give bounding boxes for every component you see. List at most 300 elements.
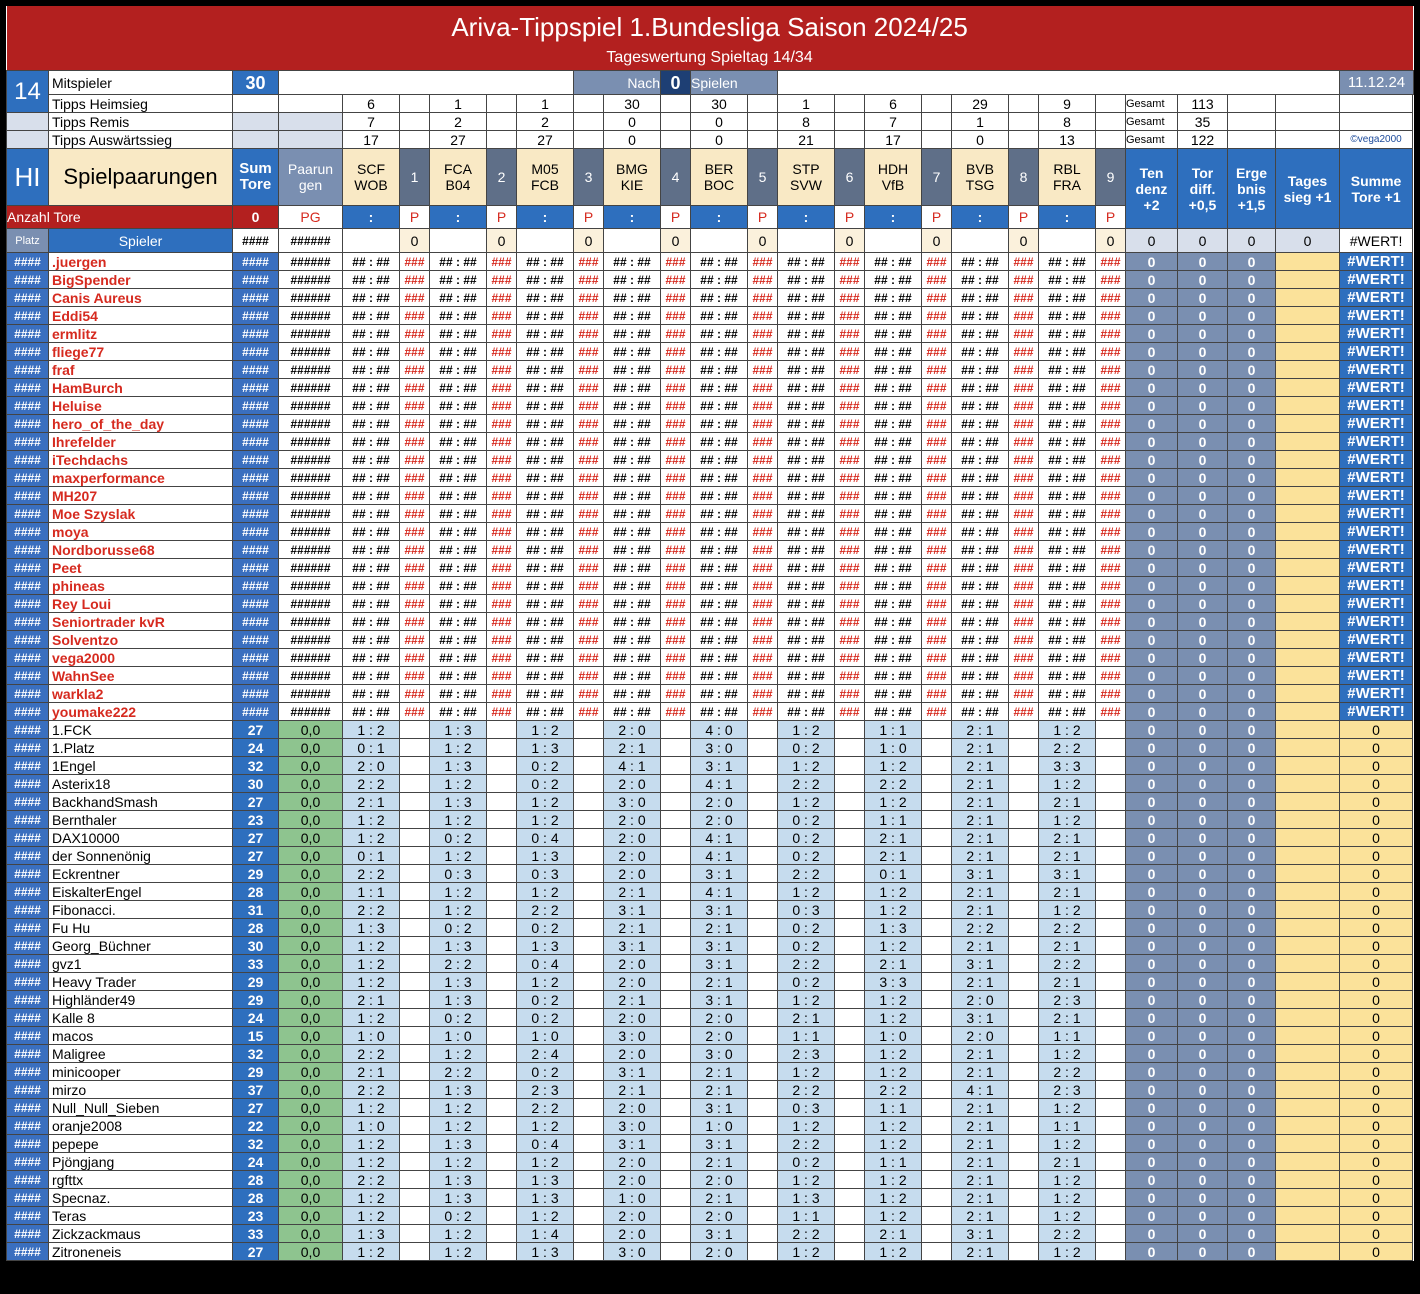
points-cell	[748, 1027, 778, 1045]
points-cell: ###	[748, 685, 778, 703]
hash: ##	[613, 380, 627, 395]
tip-cell: 2 : 1	[952, 1135, 1009, 1153]
player-name[interactable]: Heavy Trader	[49, 973, 233, 991]
tagessieg-cell	[1276, 559, 1340, 577]
tip-cell: ## : ##	[952, 523, 1009, 541]
tagessieg-cell	[1276, 289, 1340, 307]
player-name[interactable]: mirzo	[49, 1081, 233, 1099]
hash: ##	[961, 704, 975, 719]
tip-away: 2	[898, 757, 907, 774]
tordiff-cell: 0	[1178, 505, 1228, 523]
player-name[interactable]: fliege77	[49, 343, 233, 361]
player-name[interactable]: vega2000	[49, 649, 233, 667]
player-name[interactable]: EiskalterEngel	[49, 883, 233, 901]
player-name[interactable]: BigSpender	[49, 271, 233, 289]
player-name[interactable]: ermlitz	[49, 325, 233, 343]
tip-away: 0	[550, 1027, 559, 1044]
summe-tore-cell: #WERT!	[1340, 433, 1413, 451]
player-name[interactable]: Rey Loui	[49, 595, 233, 613]
points-cell	[922, 991, 952, 1009]
tip-home: 1	[792, 991, 801, 1008]
tip-home: 0	[531, 865, 540, 882]
player-name[interactable]: warkla2	[49, 685, 233, 703]
hash-cell: ######	[279, 229, 343, 253]
tip-cell: 1 : 2	[778, 793, 835, 811]
tendenz-cell: 0	[1126, 1207, 1178, 1225]
tip-home: 0	[792, 937, 801, 954]
tip-away: 2	[898, 775, 907, 792]
tip-away: 2	[811, 793, 820, 810]
tip-away: 2	[1072, 721, 1081, 738]
sum-tore-cell: 28	[233, 1171, 279, 1189]
tendenz-cell: 0	[1126, 793, 1178, 811]
points-cell	[1009, 1189, 1039, 1207]
platz-cell: ####	[7, 1207, 49, 1225]
player-name[interactable]: .juergen	[49, 253, 233, 271]
tip-cell: ## : ##	[517, 379, 574, 397]
tip-cell: 1 : 0	[865, 1027, 922, 1045]
tip-cell: 2 : 2	[1039, 919, 1096, 937]
tip-home: 2	[357, 757, 366, 774]
tip-cell: 2 : 0	[691, 1027, 748, 1045]
match-number: 8	[1009, 149, 1039, 206]
tip-home: 2	[357, 991, 366, 1008]
hash: ##	[811, 704, 825, 719]
tipp-count: 17	[343, 131, 400, 149]
player-name[interactable]: gvz1	[49, 955, 233, 973]
tip-away: 1	[985, 955, 994, 972]
tip-cell: 1 : 2	[1039, 1189, 1096, 1207]
tip-cell: ## : ##	[343, 325, 400, 343]
hash: ##	[1048, 596, 1062, 611]
summe-tore-cell: #WERT!	[1340, 469, 1413, 487]
tip-home: 0	[357, 739, 366, 756]
player-name[interactable]: oranje2008	[49, 1117, 233, 1135]
pg-cell: 0,0	[279, 1171, 343, 1189]
player-name[interactable]: Fu Hu	[49, 919, 233, 937]
tip-away: 3	[1072, 1081, 1081, 1098]
player-name[interactable]: Bernthaler	[49, 811, 233, 829]
hash: ##	[613, 506, 627, 521]
tipp-count: 8	[1039, 113, 1096, 131]
tip-cell: 2 : 0	[604, 955, 661, 973]
tip-away: 3	[550, 1189, 559, 1206]
tip-home: 1	[1053, 1027, 1062, 1044]
player-name[interactable]: hero_of_the_day	[49, 415, 233, 433]
pg-cell: 0,0	[279, 1063, 343, 1081]
hash: ##	[352, 578, 366, 593]
points-cell	[922, 811, 952, 829]
tip-away: 2	[376, 1081, 385, 1098]
points-cell: ###	[922, 433, 952, 451]
points-cell: ###	[1096, 595, 1126, 613]
hash: ##	[526, 380, 540, 395]
tip-away: 1	[724, 937, 733, 954]
tip-cell: 2 : 1	[604, 883, 661, 901]
points-cell: ###	[661, 505, 691, 523]
hash: ##	[376, 488, 390, 503]
tip-cell: ## : ##	[778, 613, 835, 631]
player-name[interactable]: minicooper	[49, 1063, 233, 1081]
tendenz-cell: 0	[1126, 523, 1178, 541]
points-cell	[487, 955, 517, 973]
hash: ##	[724, 434, 738, 449]
points-cell	[1009, 847, 1039, 865]
tip-away: 2	[550, 793, 559, 810]
points-cell: ###	[1096, 523, 1126, 541]
tip-home: 0	[444, 919, 453, 936]
hash-cell: ######	[279, 271, 343, 289]
points-cell	[487, 919, 517, 937]
points-cell	[922, 865, 952, 883]
player-name[interactable]: Fibonacci.	[49, 901, 233, 919]
player-name[interactable]: fraf	[49, 361, 233, 379]
spacer	[279, 131, 343, 149]
points-cell	[835, 1099, 865, 1117]
player-name[interactable]: Null_Null_Sieben	[49, 1099, 233, 1117]
hash: ##	[637, 614, 651, 629]
tagessieg-cell	[1276, 487, 1340, 505]
hash: ##	[463, 668, 477, 683]
player-name[interactable]: MH207	[49, 487, 233, 505]
player-name[interactable]: Specnaz.	[49, 1189, 233, 1207]
points-cell: ###	[487, 343, 517, 361]
tip-away: 1	[637, 739, 646, 756]
tip-cell: ## : ##	[430, 469, 487, 487]
pg-cell: 0,0	[279, 955, 343, 973]
tagessieg-cell	[1276, 1117, 1340, 1135]
points-cell	[400, 1009, 430, 1027]
tip-away: 4	[550, 829, 559, 846]
tip-cell: 1 : 1	[865, 811, 922, 829]
spacer	[748, 131, 778, 149]
points-cell: ###	[400, 271, 430, 289]
tip-home: 2	[966, 991, 975, 1008]
points-cell	[574, 739, 604, 757]
player-name[interactable]: 1.FCK	[49, 721, 233, 739]
hash: ##	[352, 380, 366, 395]
tip-home: 2	[966, 775, 975, 792]
points-cell	[400, 1225, 430, 1243]
tip-cell: 2 : 1	[691, 973, 748, 991]
points-cell: ###	[1009, 325, 1039, 343]
tip-away: 1	[985, 829, 994, 846]
match-header	[1039, 149, 1096, 206]
player-name[interactable]: DAX10000	[49, 829, 233, 847]
hash: ##	[1072, 578, 1086, 593]
summe-tore-cell: #WERT!	[1340, 505, 1413, 523]
tip-home: 0	[444, 1207, 453, 1224]
player-name[interactable]: Zickzackmaus	[49, 1225, 233, 1243]
hash: ##	[1072, 632, 1086, 647]
player-name[interactable]: Maligree	[49, 1045, 233, 1063]
tip-cell: 1 : 2	[865, 1063, 922, 1081]
points-cell	[487, 1189, 517, 1207]
tip-cell: 3 : 1	[604, 1135, 661, 1153]
player-name[interactable]: Peet	[49, 559, 233, 577]
tip-cell: 0 : 2	[778, 847, 835, 865]
player-name[interactable]: Asterix18	[49, 775, 233, 793]
player-name[interactable]: youmake222	[49, 703, 233, 721]
tip-cell: ## : ##	[343, 559, 400, 577]
tip-home: 2	[618, 847, 627, 864]
tip-cell: ## : ##	[865, 469, 922, 487]
hash: ##	[1072, 290, 1086, 305]
tip-cell: ## : ##	[1039, 541, 1096, 559]
player-name[interactable]: pepepe	[49, 1135, 233, 1153]
tip-cell: 0 : 2	[778, 739, 835, 757]
tip-home: 2	[966, 1099, 975, 1116]
tordiff-cell: 0	[1178, 685, 1228, 703]
tip-cell: 2 : 2	[343, 775, 400, 793]
points-cell: ###	[1009, 361, 1039, 379]
tip-away: 2	[985, 919, 994, 936]
player-name[interactable]: phineas	[49, 577, 233, 595]
tip-away: 1	[637, 991, 646, 1008]
ergebnis-cell: 0	[1228, 1081, 1276, 1099]
points-cell	[574, 919, 604, 937]
hash: ##	[526, 470, 540, 485]
tip-cell: 0 : 1	[343, 739, 400, 757]
player-name[interactable]: Seniortrader kvR	[49, 613, 233, 631]
tip-cell: 1 : 3	[430, 757, 487, 775]
points-cell	[748, 1081, 778, 1099]
hash: ##	[352, 686, 366, 701]
player-name[interactable]: Ihrefelder	[49, 433, 233, 451]
player-name[interactable]: Solventzo	[49, 631, 233, 649]
hash: ##	[898, 416, 912, 431]
hash: ##	[637, 578, 651, 593]
tipp-count: 6	[865, 95, 922, 113]
tipp-count: 7	[865, 113, 922, 131]
pg-cell: 0,0	[279, 847, 343, 865]
tip-home: 2	[966, 1045, 975, 1062]
tip-home: 2	[444, 1063, 453, 1080]
hash: ##	[550, 290, 564, 305]
home-team: RBL	[1053, 161, 1081, 177]
points-cell	[922, 1225, 952, 1243]
tip-cell: ## : ##	[865, 703, 922, 721]
hash: ##	[700, 488, 714, 503]
tip-home: 2	[966, 901, 975, 918]
tip-cell: ## : ##	[430, 559, 487, 577]
tordiff-cell: 0	[1178, 361, 1228, 379]
tip-cell: 2 : 0	[604, 721, 661, 739]
player-name[interactable]: macos	[49, 1027, 233, 1045]
hash: ##	[1072, 668, 1086, 683]
player-name[interactable]: Canis Aureus	[49, 289, 233, 307]
player-name[interactable]: Heluise	[49, 397, 233, 415]
tipp-count: 30	[604, 95, 661, 113]
points-cell: ###	[1009, 541, 1039, 559]
tip-cell: ## : ##	[778, 361, 835, 379]
tip-cell: ## : ##	[517, 361, 574, 379]
points-cell: ###	[922, 559, 952, 577]
player-name[interactable]: der Sonnenönig	[49, 847, 233, 865]
points-cell: ###	[748, 469, 778, 487]
tip-home: 1	[444, 847, 453, 864]
hash: ##	[613, 308, 627, 323]
tendenz-header: Ten denz +2	[1126, 149, 1178, 229]
points-cell	[1009, 1153, 1039, 1171]
points-cell	[400, 919, 430, 937]
tip-cell: 2 : 2	[1039, 955, 1096, 973]
page-subtitle: Tageswertung Spieltag 14/34	[7, 48, 1413, 71]
points-cell: ###	[400, 685, 430, 703]
hash: ##	[463, 650, 477, 665]
tip-home: 1	[531, 1225, 540, 1242]
player-name[interactable]: Highländer49	[49, 991, 233, 1009]
player-name[interactable]: Kalle 8	[49, 1009, 233, 1027]
tip-home: 2	[705, 1189, 714, 1206]
pg-cell: 0,0	[279, 937, 343, 955]
tagessieg-cell	[1276, 325, 1340, 343]
ergebnis-total: 0	[1228, 229, 1276, 253]
match-points: 0	[748, 229, 778, 253]
points-cell: ###	[1096, 271, 1126, 289]
tip-cell: ## : ##	[865, 415, 922, 433]
points-cell	[748, 1207, 778, 1225]
tordiff-cell: 0	[1178, 883, 1228, 901]
tip-away: 0	[724, 1207, 733, 1224]
ergebnis-cell: 0	[1228, 829, 1276, 847]
tip-cell: ## : ##	[430, 649, 487, 667]
tip-cell: ## : ##	[691, 253, 748, 271]
hash: ##	[898, 578, 912, 593]
hash: ##	[700, 506, 714, 521]
tip-cell: ## : ##	[343, 289, 400, 307]
tip-away: 3	[463, 1081, 472, 1098]
player-name[interactable]: Zitroneneis	[49, 1243, 233, 1261]
player-name[interactable]: Pjöngjang	[49, 1153, 233, 1171]
hash: ##	[376, 416, 390, 431]
tip-cell: ## : ##	[952, 649, 1009, 667]
tip-cell: ## : ##	[865, 487, 922, 505]
tip-cell: ## : ##	[952, 343, 1009, 361]
tip-home: 3	[879, 973, 888, 990]
player-name[interactable]: Moe Szyslak	[49, 505, 233, 523]
player-name[interactable]: maxperformance	[49, 469, 233, 487]
tagessieg-cell	[1276, 721, 1340, 739]
player-name[interactable]: iTechdachs	[49, 451, 233, 469]
points-cell: ###	[1096, 361, 1126, 379]
points-cell	[1009, 991, 1039, 1009]
hash: ##	[439, 290, 453, 305]
tip-home: 2	[1053, 955, 1062, 972]
points-cell	[748, 1153, 778, 1171]
player-name[interactable]: 1.Platz	[49, 739, 233, 757]
tip-away: 0	[637, 1207, 646, 1224]
points-cell	[1009, 865, 1039, 883]
tip-home: 1	[531, 1243, 540, 1260]
tip-home: 1	[879, 1027, 888, 1044]
tordiff-cell: 0	[1178, 631, 1228, 649]
summe-tore-cell: #WERT!	[1340, 343, 1413, 361]
hash-cell: ####	[233, 361, 279, 379]
tip-cell: 1 : 2	[865, 1189, 922, 1207]
tip-cell: ## : ##	[778, 307, 835, 325]
tip-away: 2	[550, 757, 559, 774]
tip-home: 3	[705, 1045, 714, 1062]
tip-cell: 1 : 3	[430, 973, 487, 991]
tip-away: 1	[637, 1063, 646, 1080]
player-name[interactable]: Eckrentner	[49, 865, 233, 883]
points-cell: ###	[487, 397, 517, 415]
points-cell	[400, 1099, 430, 1117]
hash: ##	[613, 524, 627, 539]
player-name[interactable]: moya	[49, 523, 233, 541]
tip-away: 2	[550, 883, 559, 900]
player-name[interactable]: Nordborusse68	[49, 541, 233, 559]
tip-away: 3	[463, 865, 472, 882]
tip-cell: 2 : 1	[1039, 883, 1096, 901]
tip-cell: 2 : 2	[865, 1081, 922, 1099]
tip-home: 2	[966, 829, 975, 846]
player-name[interactable]: 1Engel	[49, 757, 233, 775]
player-name[interactable]: Georg_Büchner	[49, 937, 233, 955]
hash: ##	[637, 704, 651, 719]
hash: ##	[874, 290, 888, 305]
tip-cell: ## : ##	[343, 667, 400, 685]
tip-away: 0	[637, 1045, 646, 1062]
player-name[interactable]: HamBurch	[49, 379, 233, 397]
points-cell: ###	[748, 703, 778, 721]
tip-cell: 1 : 1	[1039, 1027, 1096, 1045]
tip-cell: 1 : 2	[865, 901, 922, 919]
tip-cell: ## : ##	[865, 361, 922, 379]
platz-cell: ####	[7, 253, 49, 271]
platz-cell: ####	[7, 703, 49, 721]
tip-cell: ## : ##	[517, 253, 574, 271]
tordiff-cell: 0	[1178, 1027, 1228, 1045]
tagessieg-cell	[1276, 1207, 1340, 1225]
tip-home: 2	[966, 973, 975, 990]
hash: ##	[811, 434, 825, 449]
result-colon: :	[865, 206, 922, 229]
tip-home: 0	[531, 757, 540, 774]
tip-cell: 1 : 2	[343, 973, 400, 991]
tendenz-cell: 0	[1126, 1099, 1178, 1117]
points-cell	[661, 883, 691, 901]
tip-away: 2	[811, 757, 820, 774]
hash: ##	[550, 434, 564, 449]
points-cell: ###	[487, 649, 517, 667]
summe-tore-cell: 0	[1340, 955, 1413, 973]
tip-home: 0	[444, 865, 453, 882]
tendenz-cell: 0	[1126, 379, 1178, 397]
points-cell	[748, 811, 778, 829]
player-name[interactable]: BackhandSmash	[49, 793, 233, 811]
tip-home: 1	[879, 937, 888, 954]
tip-cell: ## : ##	[517, 631, 574, 649]
hash: ##	[700, 290, 714, 305]
tip-cell: 3 : 1	[604, 937, 661, 955]
player-name[interactable]: Eddi54	[49, 307, 233, 325]
player-name[interactable]: Teras	[49, 1207, 233, 1225]
points-cell	[922, 793, 952, 811]
player-name[interactable]: WahnSee	[49, 667, 233, 685]
hash: ##	[787, 272, 801, 287]
match-header	[952, 149, 1009, 206]
pg-cell: 0,0	[279, 883, 343, 901]
tip-home: 1	[879, 757, 888, 774]
tip-away: 2	[811, 955, 820, 972]
tip-cell: ## : ##	[952, 703, 1009, 721]
player-name[interactable]: rgfttx	[49, 1171, 233, 1189]
tip-away: 2	[376, 1099, 385, 1116]
tip-home: 0	[792, 829, 801, 846]
tip-away: 2	[811, 919, 820, 936]
